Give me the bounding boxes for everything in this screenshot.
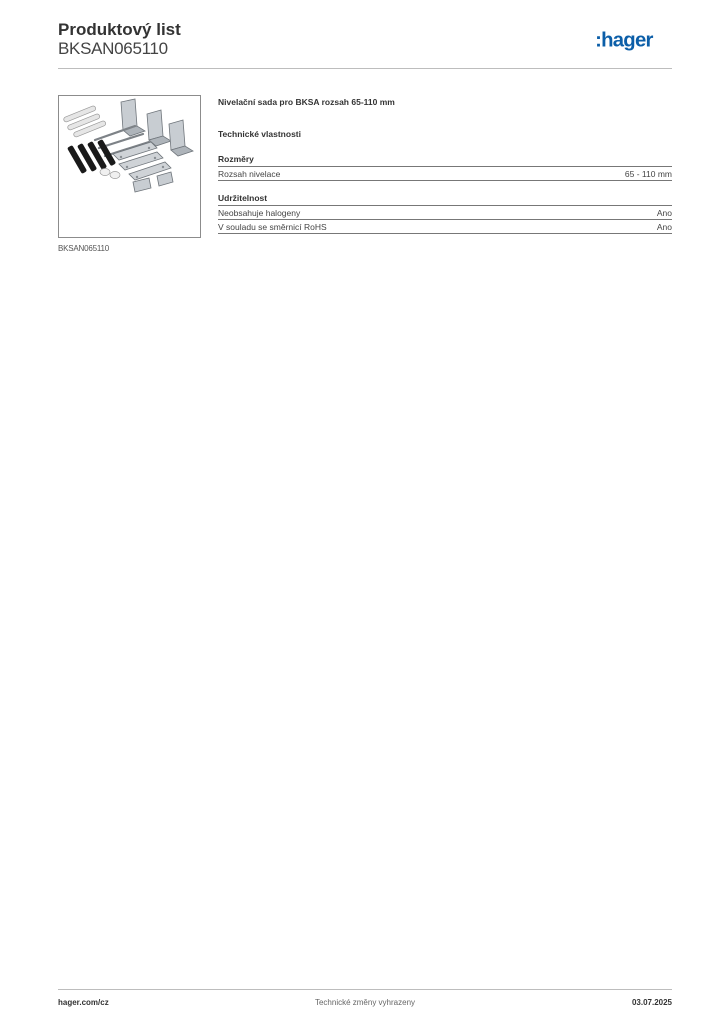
footer-note: Technické změny vyhrazeny [314,998,416,1007]
property-value: 65 - 110 mm [624,169,672,179]
group-title: Udržitelnost [218,193,672,206]
product-details [218,96,672,234]
group-dimensions [218,154,672,181]
hager-logo [592,29,672,53]
group-title: Rozměry [218,154,672,167]
property-row [218,220,672,234]
property-value: Ano [656,222,672,232]
property-row [218,167,672,181]
product-image [58,95,201,238]
header-divider [58,68,672,69]
leveling-kit-illustration [59,96,200,237]
page-footer [58,998,672,1010]
hager-logo-text: :hager [595,29,653,52]
tech-properties-heading: Technické vlastnosti [218,129,301,139]
property-label: Neobsahuje halogeny [218,208,301,218]
footer-divider [58,989,672,990]
footer-date: 03.07.2025 [631,998,672,1007]
document-title: Produktový list [58,20,181,39]
image-caption: BKSAN065110 [58,244,110,253]
group-sustainability [218,193,672,234]
property-value: Ano [656,208,672,218]
property-label: Rozsah nivelace [218,169,281,179]
product-name: Nivelační sada pro BKSA rozsah 65-110 mm [218,97,395,107]
page-header [58,20,672,68]
footer-website-link[interactable]: hager.com/cz [58,998,109,1007]
property-row [218,206,672,220]
property-label: V souladu se směrnicí RoHS [218,222,327,232]
product-code: BKSAN065110 [58,39,168,58]
